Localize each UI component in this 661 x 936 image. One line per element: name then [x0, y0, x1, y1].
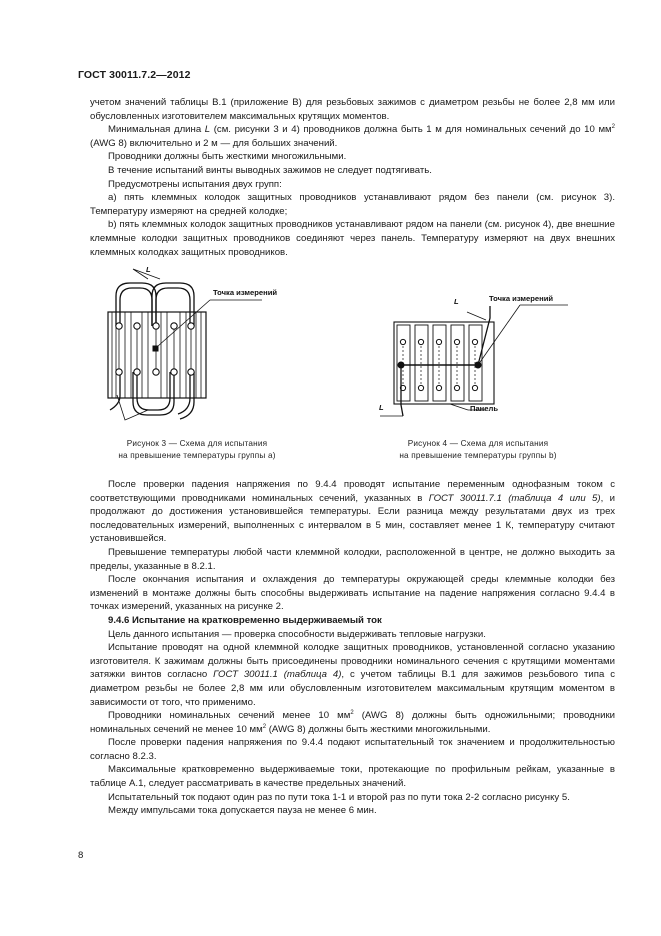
fig3-terminal-screws	[116, 323, 194, 375]
fig4-panel-label: Панель	[470, 404, 498, 413]
paragraph: Между импульсами тока допускается пауза не менее 6 мин.	[108, 805, 377, 817]
fig3-measure-point-marker	[153, 346, 158, 351]
paragraph: После проверки падения напряжения по 9.4.4 подают испытательный ток значением и продолжительностью согласно 8.2.3.	[90, 737, 615, 762]
fig4-label-L-bottom: L	[379, 403, 384, 412]
paragraph-min-length: Минимальная длина L (см. рисунки 3 и 4) проводников должна быть 1 м для номинальных сечений до 10 $мм^2$ (AWG 8) включительно и 2 м — для больших значений.	[90, 124, 615, 149]
paragraph: учетом значений таблицы В.1 (приложение В) для резьбовых зажимов с диаметром резьбы не более 2,8 мм или обусловленных изготовителем максимальных крутящих моментов.	[90, 97, 615, 122]
paragraph-ac-test: После проверки падения напряжения по 9.4.4 проводят испытание переменным однофазным током с соответствующими проводниками номинальных сечений, указанных в ГОСТ 30011.7.1 (таблица 4 или 5), и продолжают до достижения установившейся температуры. Если разница между результатами двух из трех последовательных измерений, выполненных с интервалом в 5 мин, составляет менее 1 К, температуру считают установившейся.	[90, 479, 615, 545]
paragraph: После окончания испытания и охлаждения до температуры окружающей среды клеммные колодки без изменений в монтаже должны быть способны выдерживать испытание на падение напряжения согласно 9.4.4 в точках измерений, указанных на рисунке 2.	[90, 574, 615, 613]
paragraph: Испытательный ток подают один раз по пути тока 1-1 и второй раз по пути тока 2-2 согласно рисунку 5.	[108, 791, 570, 803]
paragraph: Проводники должны быть жесткими многожильными.	[108, 151, 347, 163]
paragraph: Превышение температуры любой части клеммной колодки, расположенной в центре, не должно выходить за пределы, указанные в 8.2.1.	[90, 546, 615, 572]
fig3-measure-point-label: Точка измерений	[213, 288, 278, 297]
paragraph: В течение испытаний винты выводных зажимов не следует подтягивать.	[108, 164, 432, 176]
section-heading-9-4-6: 9.4.6 Испытание на кратковременно выдерживаемый ток	[108, 614, 382, 626]
figure-4-caption: Рисунок 4 — Схема для испытания на превышение температуры группы b)	[399, 439, 557, 460]
figure-3-caption: Рисунок 3 — Схема для испытания на превышение температуры группы а)	[118, 439, 276, 460]
paragraph-conductors: Проводники номинальных сечений менее 10 $мм^2$ (AWG 8) должны быть одножильными; проводники номинальных сечений не менее 10 $мм^2$ (AWG 8) должны быть жесткими многожильными.	[90, 710, 616, 735]
fig4-panel	[394, 322, 494, 404]
fig4-terminal-screws	[400, 339, 477, 390]
list-item-a: а) пять клеммных колодок защитных проводников устанавливают рядом без панели (см. рисунок 3). Температуру измеряют на средней колодке;	[90, 192, 615, 217]
fig4-measure-point-label: Точка измерений	[489, 294, 554, 303]
paragraph: Максимальные кратковременно выдерживаемые токи, протекающие по профильным рейкам, указанные в таблице А.1, следует рассматривать в качестве предельных значений.	[90, 764, 615, 790]
fig4-label-L-top: L	[454, 297, 459, 306]
paragraph: Предусмотрены испытания двух групп:	[108, 178, 282, 190]
fig3-label-L: L	[146, 265, 151, 274]
fig3-terminal-block-array	[108, 312, 206, 398]
paragraph: Цель данного испытания — проверка способности выдерживать тепловые нагрузки.	[108, 628, 486, 640]
page-number: 8	[78, 850, 84, 861]
text-block-bottom	[90, 478, 615, 818]
list-item-b: b) пять клеммных колодок защитных проводников устанавливают рядом на панели (см. рисунок 4), две внешние клеммные колодки защитных проводников соединяют через панель. Температуру измеряют на двух внешних клеммных колодках защитных проводников.	[90, 219, 615, 258]
document-header: ГОСТ 30011.7.2—2012	[78, 69, 191, 81]
paragraph-test-setup: Испытание проводят на одной клеммной колодке защитных проводников, установленной согласно указанию изготовителя. К зажимам должны быть присоединены проводники номинального сечения с крутящими моментами затяжки винтов согласно ГОСТ 30011.1 (таблица 4), с учетом таблицы В.1 для зажимов резьбового типа с диаметром резьбы не более 2,8 мм или обусловленным изготовителем максимальным крутящим моментом в зависимости от того, что применимо.	[90, 642, 615, 708]
fig3-conductor-loops	[110, 283, 194, 419]
text-block-top	[90, 96, 615, 259]
fig4-terminal-blocks	[397, 325, 482, 401]
